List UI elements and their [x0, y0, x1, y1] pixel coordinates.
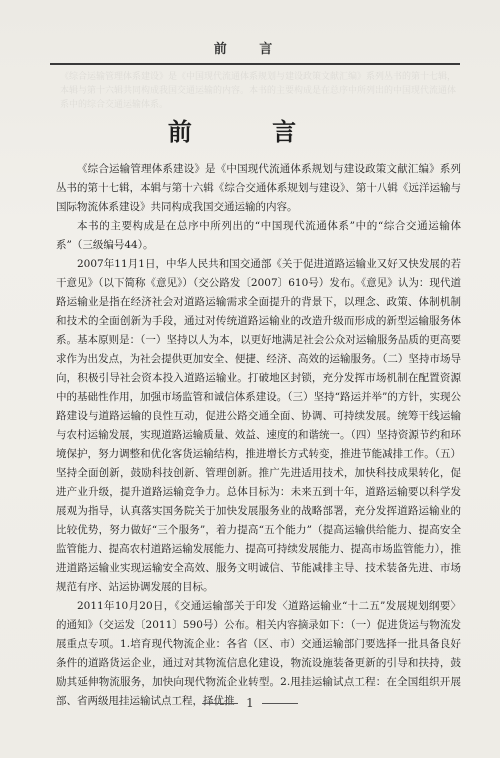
page-footer	[0, 696, 500, 710]
footer-dash-right	[262, 703, 298, 704]
page-number: 1	[246, 696, 254, 710]
paragraph-1: 《综合运输管理体系建设》是《中国现代流通体系规划与建设政策文献汇编》系列丛书的第十七辑，本辑与第十六辑《综合交通体系规划与建设》、第十八辑《远洋运输与国际物流体系建设》共同构成我国交通运输的内容。	[56, 163, 461, 213]
page-title: 前 言	[167, 118, 333, 146]
header-rule	[50, 63, 460, 65]
paragraph-3: 2007年11月1日，中华人民共和国交通部《关于促进道路运输业又好又快发展的若干意见》（以下简称《意见》）（交公路发〔2007〕610号）发布。《意见》认为：现代道路运输业是指在经济社会对道路运输需求全面提升的背景下，以理念、政策、体制机制和技术的全面创新为手段，通过对传统道路运输业的改造升级而形成的新型运输服务体系。基本原则是：（一）坚持以人为本，以更好地满足社会公众对运输服务品质的更高要求作为出发点，为社会提供更加安全、便捷、经济、高效的运输服务。（二）坚持市场导向，积极引导社会资本投入道路运输业。打破地区封锁，充分发挥市场机制在配置资源中的基础性作用，加强市场监管和诚信体系建设。（三）坚持“路运并举”的方针，实现公路建设与道路运输的良性互动，促进公路交通全面、协调、可持续发展。统筹干线运输与农村运输发展，实现道路运输质量、效益、速度的和谐统一。（四）坚持资源节约和环境保护，努力调整和优化客货运输结构，推进增长方式转变，推进节能减排工作。（五）坚持全面创新，鼓励科技创新、管理创新。推广先进适用技术，加快科技成果转化，促进产业升级，提升道路运输竞争力。总体目标为：未来五到十年，道路运输要以科学发展观为指导，认真落实国务院关于加快发展服务业的战略部署，充分发挥道路运输业的比较优势，努力做好“三个服务”，着力提高“五个能力”（提高运输供给能力、提高安全监管能力、提高农村道路运输发展能力、提高可持续发展能力、提高市场监管能力），推进道路运输业实现运输安全高效、服务文明诚信、节能减排主导、技术装备先进、市场规范有序、站运协调发展的目标。	[56, 258, 461, 593]
footer-dash-left	[202, 703, 238, 704]
body-text	[56, 160, 461, 711]
running-head: 前 言	[213, 42, 287, 57]
paragraph-2: 本书的主要构成是在总序中所列出的“中国现代流通体系”中的“综合交通运输体系”（三级编号44）。	[56, 220, 461, 251]
show-through-text: 《综合运输管理体系建设》是《中国现代流通体系规划与建设政策文献汇编》系列丛书的第十七辑，本辑与第十六辑共同构成我国交通运输的内容。本书的主要构成是在总序中所列出的中国现代流通体系中的综合交通运输体系。	[60, 72, 457, 110]
paragraph-4: 2011年10月20日，《交通运输部关于印发〈道路运输业“十二五”发展规划纲要〉的通知》（交运发〔2011〕590号）公布。相关内容摘录如下：（一）促进货运与物流发展重点专项。1.培育现代物流企业：各省（区、市）交通运输部门要选择一批具备良好条件的道路货运企业，通过对其物流信息化建设，物流设施装备更新的引导和扶持，鼓励其延伸物流服务，加快向现代物流企业转型。2.甩挂运输试点工程：在全国组织开展部、省两级甩挂运输试点工程，择优推	[56, 600, 461, 707]
